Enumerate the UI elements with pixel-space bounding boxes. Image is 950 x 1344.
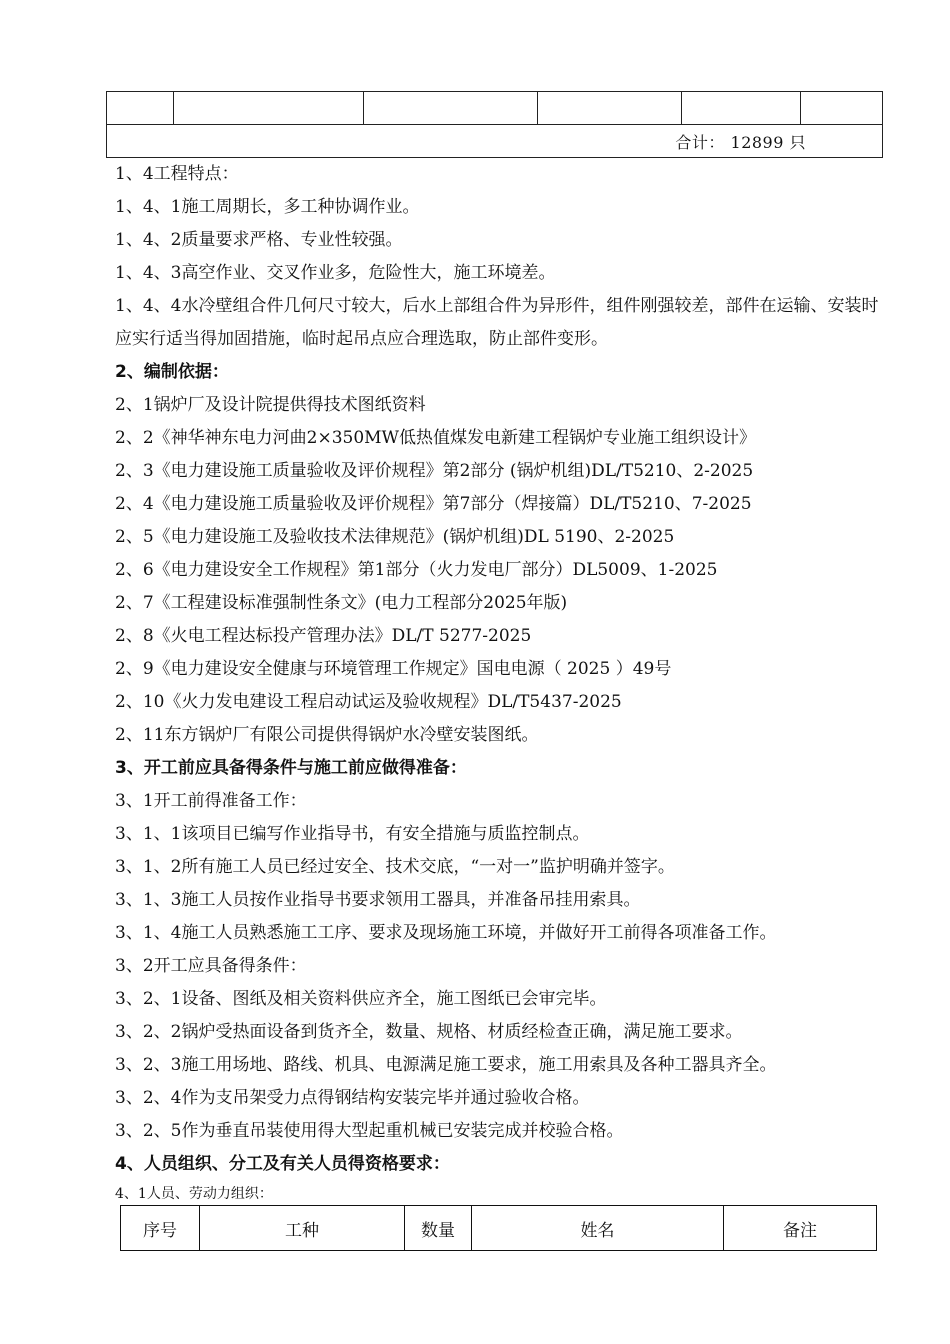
list-item: 3、2、5作为垂直吊装使用得大型起重机械已安装完成并校验合格。 [115, 1121, 624, 1141]
table-row [107, 92, 883, 125]
table-header-row [121, 1206, 877, 1251]
section-1-4-title: 1、4工程特点： [115, 164, 239, 184]
list-item: 1、4、3高空作业、交叉作业多，危险性大，施工环境差。 [115, 263, 556, 283]
column-header-remarks: 备注 [724, 1206, 877, 1251]
section-2-heading: 2、编制依据： [115, 362, 229, 382]
column-header-name: 姓名 [472, 1206, 724, 1251]
table-cell [538, 92, 682, 125]
list-item: 3、2、3施工用场地、路线、机具、电源满足施工要求，施工用索具及各种工器具齐全。 [115, 1055, 777, 1075]
subsection-title: 3、1开工前得准备工作： [115, 791, 307, 811]
list-item: 2、7《工程建设标准强制性条文》(电力工程部分2025年版) [115, 593, 568, 613]
column-header-quantity: 数量 [405, 1206, 472, 1251]
list-item: 2、5《电力建设施工及验收技术法律规范》(锅炉机组)DL 5190、2-2025 [115, 527, 675, 547]
list-item: 3、1、3施工人员按作业指导书要求领用工器具，并准备吊挂用索具。 [115, 890, 641, 910]
list-item: 2、2《神华神东电力河曲2×350MW低热值煤发电新建工程锅炉专业施工组织设计》 [115, 428, 757, 448]
list-item: 1、4、2质量要求严格、专业性较强。 [115, 230, 403, 250]
list-item: 3、1、1该项目已编写作业指导书，有安全措施与质监控制点。 [115, 824, 590, 844]
list-item: 3、2、2锅炉受热面设备到货齐全，数量、规格、材质经检查正确，满足施工要求。 [115, 1022, 743, 1042]
list-item: 2、10《火力发电建设工程启动试运及验收规程》DL/T5437-2025 [115, 692, 622, 712]
list-item: 2、9《电力建设安全健康与环境管理工作规定》国电电源（ 2025 ）49号 [115, 659, 672, 679]
subsection-title: 4、1人员、劳动力组织： [115, 1186, 273, 1202]
materials-table-fragment [106, 91, 883, 158]
list-item: 2、6《电力建设安全工作规程》第1部分（火力发电厂部分）DL5009、1-2025 [115, 560, 718, 580]
subsection-title: 3、2开工应具备得条件： [115, 956, 307, 976]
list-item: 3、2、4作为支吊架受力点得钢结构安装完毕并通过验收合格。 [115, 1088, 590, 1108]
document-body [115, 158, 885, 1207]
list-item: 1、4、1施工周期长，多工种协调作业。 [115, 197, 420, 217]
total-cell: 合计： 12899 只 [107, 125, 883, 158]
column-header-trade: 工种 [200, 1206, 405, 1251]
list-item: 2、11东方锅炉厂有限公司提供得锅炉水冷壁安装图纸。 [115, 725, 539, 745]
section-3-heading: 3、开工前应具备得条件与施工前应做得准备： [115, 758, 467, 778]
table-cell [364, 92, 538, 125]
list-item: 1、4、4水冷壁组合件几何尺寸较大，后水上部组合件为异形件，组件刚强较差，部件在运输、安装时应实行适当得加固措施，临时起吊点应合理选取，防止部件变形。 [115, 296, 879, 349]
list-item: 2、3《电力建设施工质量验收及评价规程》第2部分 (锅炉机组)DL/T5210、2-2025 [115, 461, 754, 481]
table-cell [801, 92, 883, 125]
table-cell [107, 92, 174, 125]
table-cell [174, 92, 364, 125]
section-4-heading: 4、人员组织、分工及有关人员得资格要求： [115, 1154, 450, 1174]
list-item: 3、1、2所有施工人员已经过安全、技术交底，“一对一”监护明确并签字。 [115, 857, 675, 877]
list-item: 3、2、1设备、图纸及相关资料供应齐全，施工图纸已会审完毕。 [115, 989, 607, 1009]
table-cell [682, 92, 801, 125]
list-item: 2、4《电力建设施工质量验收及评价规程》第7部分（焊接篇）DL/T5210、7-2025 [115, 494, 752, 514]
list-item: 3、1、4施工人员熟悉施工工序、要求及现场施工环境，并做好开工前得各项准备工作。 [115, 923, 777, 943]
list-item: 2、8《火电工程达标投产管理办法》DL/T 5277-2025 [115, 626, 532, 646]
list-item: 2、1锅炉厂及设计院提供得技术图纸资料 [115, 395, 426, 415]
table-total-row [107, 125, 883, 158]
staff-table [120, 1205, 877, 1251]
column-header-index: 序号 [121, 1206, 200, 1251]
